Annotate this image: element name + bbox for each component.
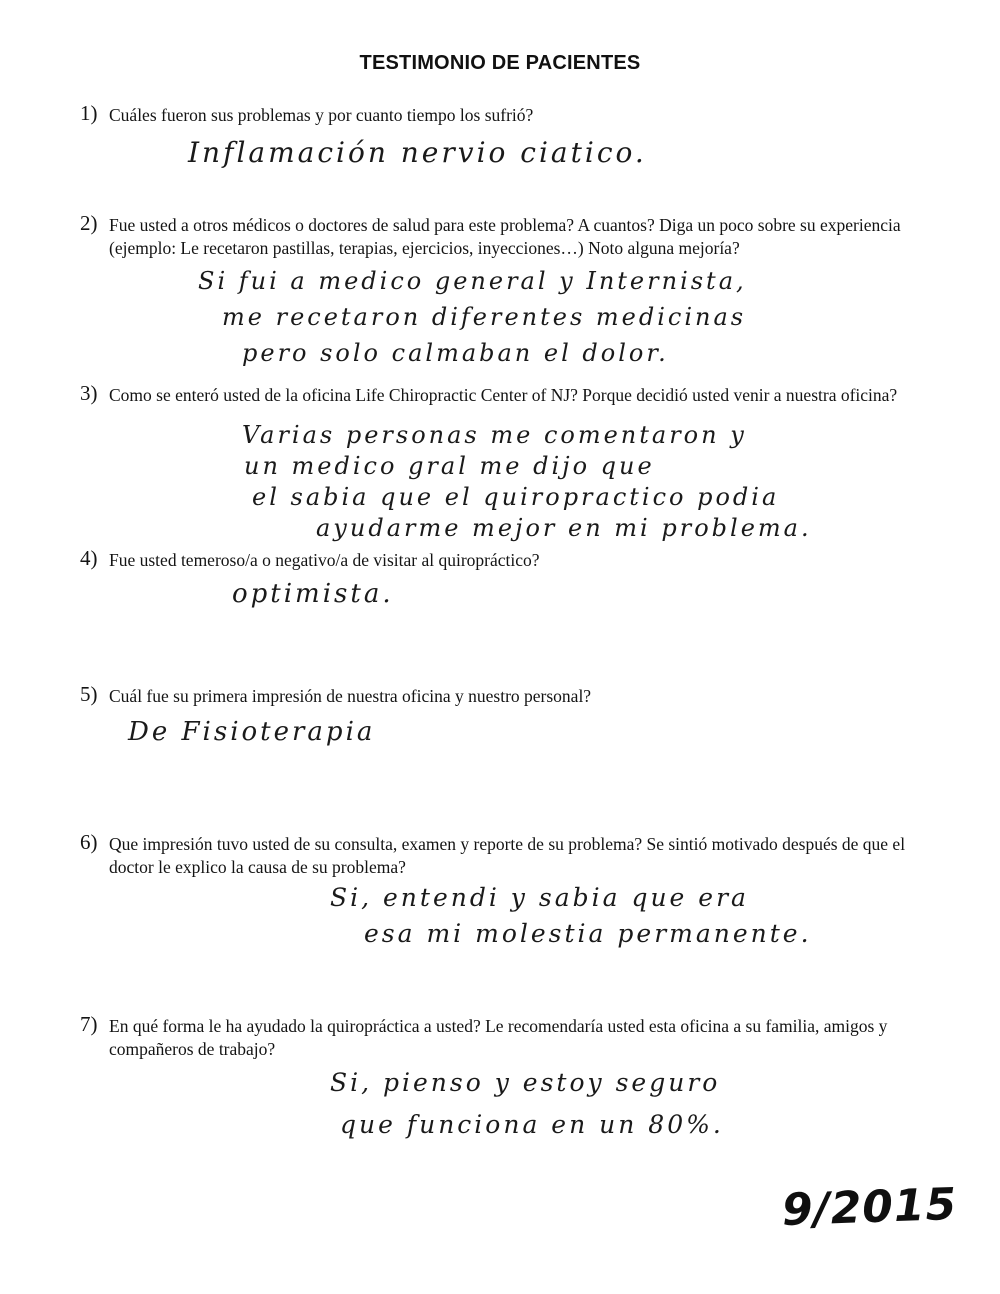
answer-2 bbox=[198, 263, 747, 371]
question-7 bbox=[80, 1012, 940, 1061]
answer-line: me recetaron diferentes medicinas bbox=[222, 303, 747, 331]
answer-line: el sabia que el quiropractico podia bbox=[252, 483, 780, 511]
answer-5 bbox=[128, 716, 375, 748]
answer-line: Si fui a medico general y Internista, bbox=[198, 267, 747, 295]
question-number: 6) bbox=[80, 830, 98, 854]
question-text: Cuál fue su primera impresión de nuestra oficina y nuestro personal? bbox=[109, 686, 592, 706]
question-1 bbox=[80, 101, 940, 127]
answer-line: De Fisioterapia bbox=[128, 717, 376, 747]
answer-3 bbox=[242, 420, 812, 544]
answer-line: ayudarme mejor en mi problema. bbox=[316, 514, 812, 542]
question-number: 2) bbox=[80, 211, 98, 235]
question-number: 3) bbox=[80, 381, 98, 405]
answer-1 bbox=[188, 137, 647, 169]
handwritten-date: 9/2015 bbox=[781, 1178, 958, 1237]
question-text: Fue usted temeroso/a o negativo/a de visitar al quiropráctico? bbox=[109, 550, 540, 570]
answer-line: Si, entendi y sabia que era bbox=[330, 883, 749, 912]
question-number: 5) bbox=[80, 682, 98, 706]
answer-line: pero solo calmaban el dolor. bbox=[242, 339, 669, 367]
question-text: Que impresión tuvo usted de su consulta, examen y reporte de su problema? Se sintió motivado después de que el doctor le explico la causa de su problema? bbox=[109, 834, 906, 877]
answer-7 bbox=[330, 1062, 724, 1146]
question-4 bbox=[80, 546, 940, 572]
page-title: TESTIMONIO DE PACIENTES bbox=[359, 52, 641, 74]
answer-line: que funciona en un 80%. bbox=[340, 1110, 724, 1139]
question-5 bbox=[80, 682, 940, 708]
question-text: Fue usted a otros médicos o doctores de salud para este problema? A cuantos? Diga un poco sobre su experiencia (ejemplo: Le recetaron pastillas, terapias, ejercicios, inyecciones…) Noto alguna mejoría? bbox=[109, 215, 901, 258]
question-text: Cuáles fueron sus problemas y por cuanto tiempo los sufrió? bbox=[109, 105, 534, 125]
question-text: Como se enteró usted de la oficina Life Chiropractic Center of NJ? Porque decidió usted venir a nuestra oficina? bbox=[109, 385, 898, 405]
answer-line: Inflamación nervio ciatico. bbox=[188, 136, 647, 169]
answer-line: un medico gral me dijo que bbox=[244, 452, 655, 480]
question-3 bbox=[80, 381, 940, 407]
question-number: 4) bbox=[80, 546, 98, 570]
answer-line: Si, pienso y estoy seguro bbox=[330, 1068, 721, 1097]
answer-line: Varias personas me comentaron y bbox=[242, 421, 747, 449]
answer-6 bbox=[330, 880, 812, 952]
question-text: En qué forma le ha ayudado la quiropráctica a usted? Le recomendaría usted esta oficina a su familia, amigos y compañeros de trabajo? bbox=[109, 1016, 888, 1059]
question-6 bbox=[80, 830, 940, 879]
question-2 bbox=[80, 211, 940, 260]
answer-4 bbox=[232, 578, 394, 610]
answer-line: esa mi molestia permanente. bbox=[364, 919, 812, 948]
answer-line: optimista. bbox=[232, 579, 394, 609]
question-number: 1) bbox=[80, 101, 98, 125]
question-number: 7) bbox=[80, 1012, 98, 1036]
